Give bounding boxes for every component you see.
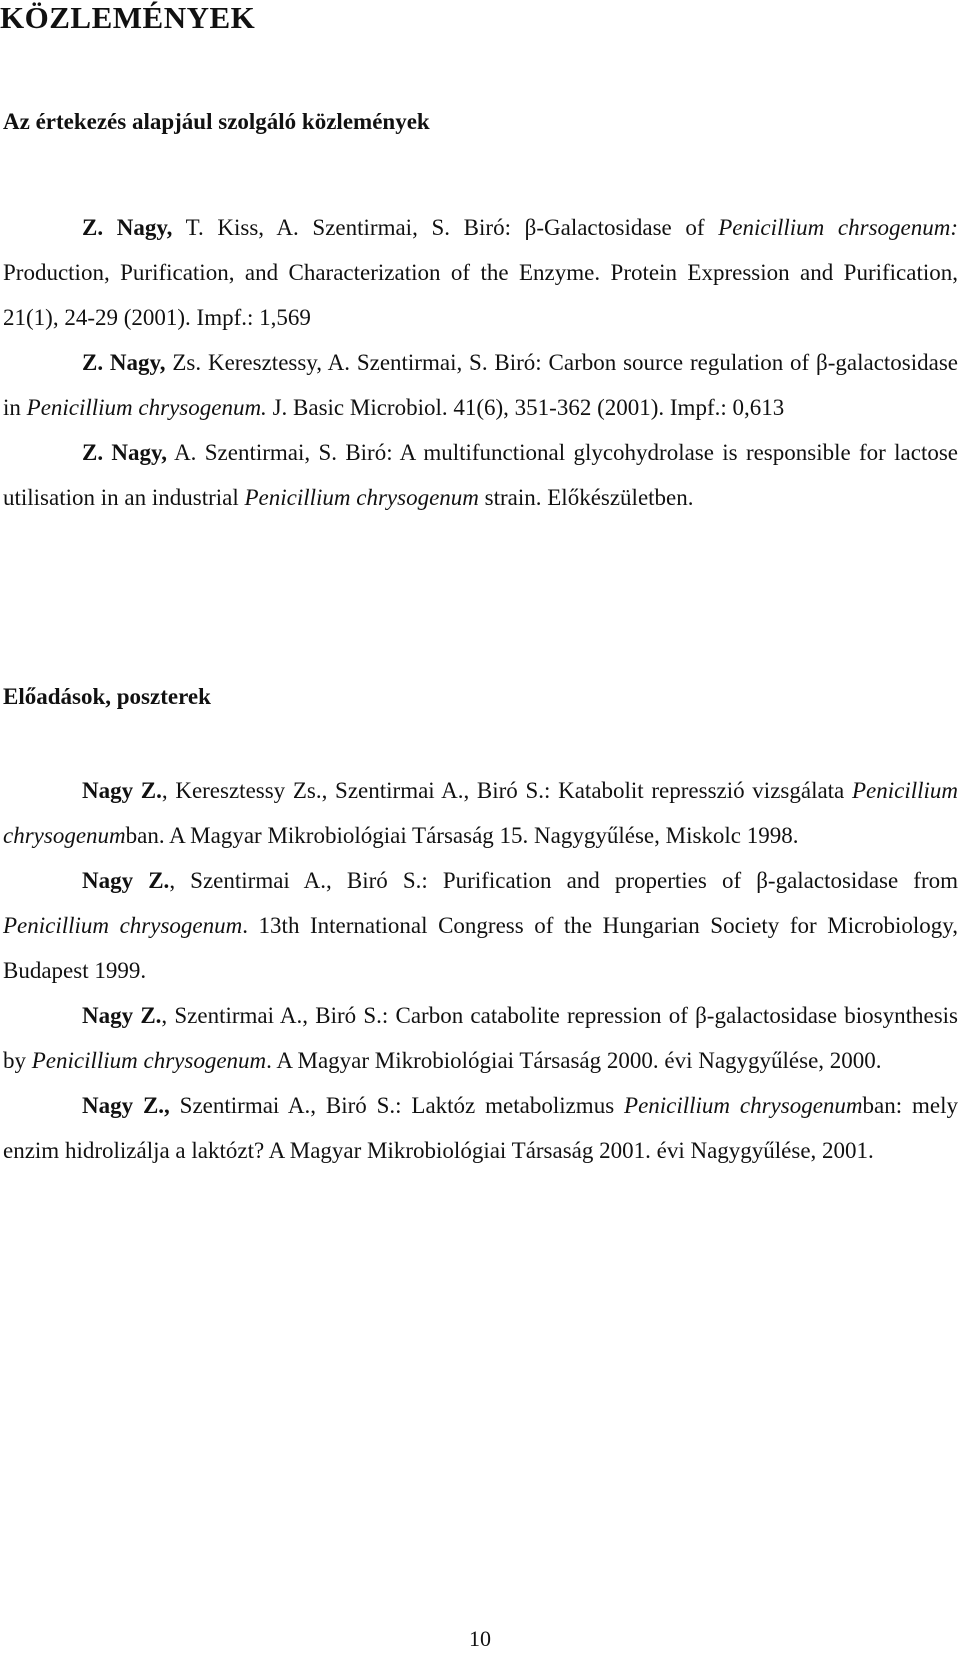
publication-title: Carbon source regulation of β-galactosidase in — [3, 350, 959, 420]
authors: A. Szentirmai, S. Biró: — [167, 440, 400, 465]
species-name: Penicillium chrysogenum. — [26, 395, 267, 420]
author-highlight: Nagy Z. — [82, 1003, 162, 1028]
publication-title: A multifunctional glycohydrolase is responsible for lactose utilisation in an industrial — [3, 440, 959, 510]
presentation-entry — [3, 993, 958, 1083]
publication-details: J. Basic Microbiol. 41(6), 351-362 (2001). Impf.: 0,613 — [266, 395, 785, 420]
presentation-title: Carbon catabolite repression of β-galactosidase biosynthesis by — [3, 1003, 958, 1073]
species-name: Penicillium chrysogenum — [244, 485, 479, 510]
authors: Szentirmai A., Biró S.: — [169, 1093, 412, 1118]
species-name: Penicillium chrysogenum — [31, 1048, 267, 1073]
author-highlight: Nagy Z. — [82, 778, 162, 803]
presentation-details: ban. A Magyar Mikrobiológiai Társaság 15. Nagygyűlése, Miskolc 1998. — [125, 823, 799, 848]
publication-entry — [3, 205, 958, 340]
author-highlight: Z. Nagy, — [82, 215, 173, 240]
authors: , Szentirmai A., Biró S.: — [161, 1003, 396, 1028]
publication-list — [3, 205, 958, 520]
presentation-entry — [3, 1083, 958, 1173]
presentation-entry — [3, 858, 958, 993]
species-name: Penicillium chrysogenum — [3, 778, 958, 848]
presentation-title: Katabolit represszió vizsgálata — [558, 778, 852, 803]
species-name: Penicillium chrysogenum — [624, 1093, 863, 1118]
author-highlight: Z. Nagy, — [82, 440, 168, 465]
author-highlight: Nagy Z. — [82, 868, 170, 893]
publication-details: strain. Előkészületben. — [478, 485, 694, 510]
presentation-details: ban: mely enzim hidrolizálja a laktózt? A Magyar Mikrobiológiai Társaság 2001. évi Nagygyűlése, 2001. — [3, 1093, 958, 1163]
presentation-entry — [3, 768, 958, 858]
authors: Zs. Keresztessy, A. Szentirmai, S. Biró: — [165, 350, 549, 375]
authors: , Szentirmai A., Biró S.: — [169, 868, 443, 893]
author-highlight: Z. Nagy, — [82, 350, 166, 375]
publication-entry — [3, 340, 958, 430]
presentation-title: Laktóz metabolizmus — [411, 1093, 625, 1118]
publication-entry — [3, 430, 958, 520]
presentation-details: . A Magyar Mikrobiológiai Társaság 2000. évi Nagygyűlése, 2000. — [266, 1048, 882, 1073]
presentation-title: Purification and properties of β-galactosidase from — [442, 868, 958, 893]
species-name: Penicillium chrysogenum — [3, 913, 243, 938]
authors: T. Kiss, A. Szentirmai, S. Biró: — [172, 215, 525, 240]
publication-title: β-Galactosidase of — [524, 215, 719, 240]
species-name: Penicillium chrsogenum: — [718, 215, 958, 240]
section-heading-presentations: Előadások, poszterek — [3, 684, 211, 709]
section-heading-publications: Az értekezés alapjául szolgáló közlemények — [3, 109, 430, 134]
publication-details: Production, Purification, and Characterization of the Enzyme. Protein Expression and Purification, 21(1), 24-29 (2001). Impf.: 1,569 — [3, 260, 958, 330]
author-highlight: Nagy Z., — [82, 1093, 170, 1118]
page-number: 10 — [469, 1626, 491, 1651]
authors: , Keresztessy Zs., Szentirmai A., Biró S.: — [161, 778, 559, 803]
page-title: KÖZLEMÉNYEK — [0, 0, 256, 35]
presentation-details: . 13th International Congress of the Hungarian Society for Microbiology, Budapest 1999. — [3, 913, 958, 983]
presentation-list — [3, 768, 958, 1173]
